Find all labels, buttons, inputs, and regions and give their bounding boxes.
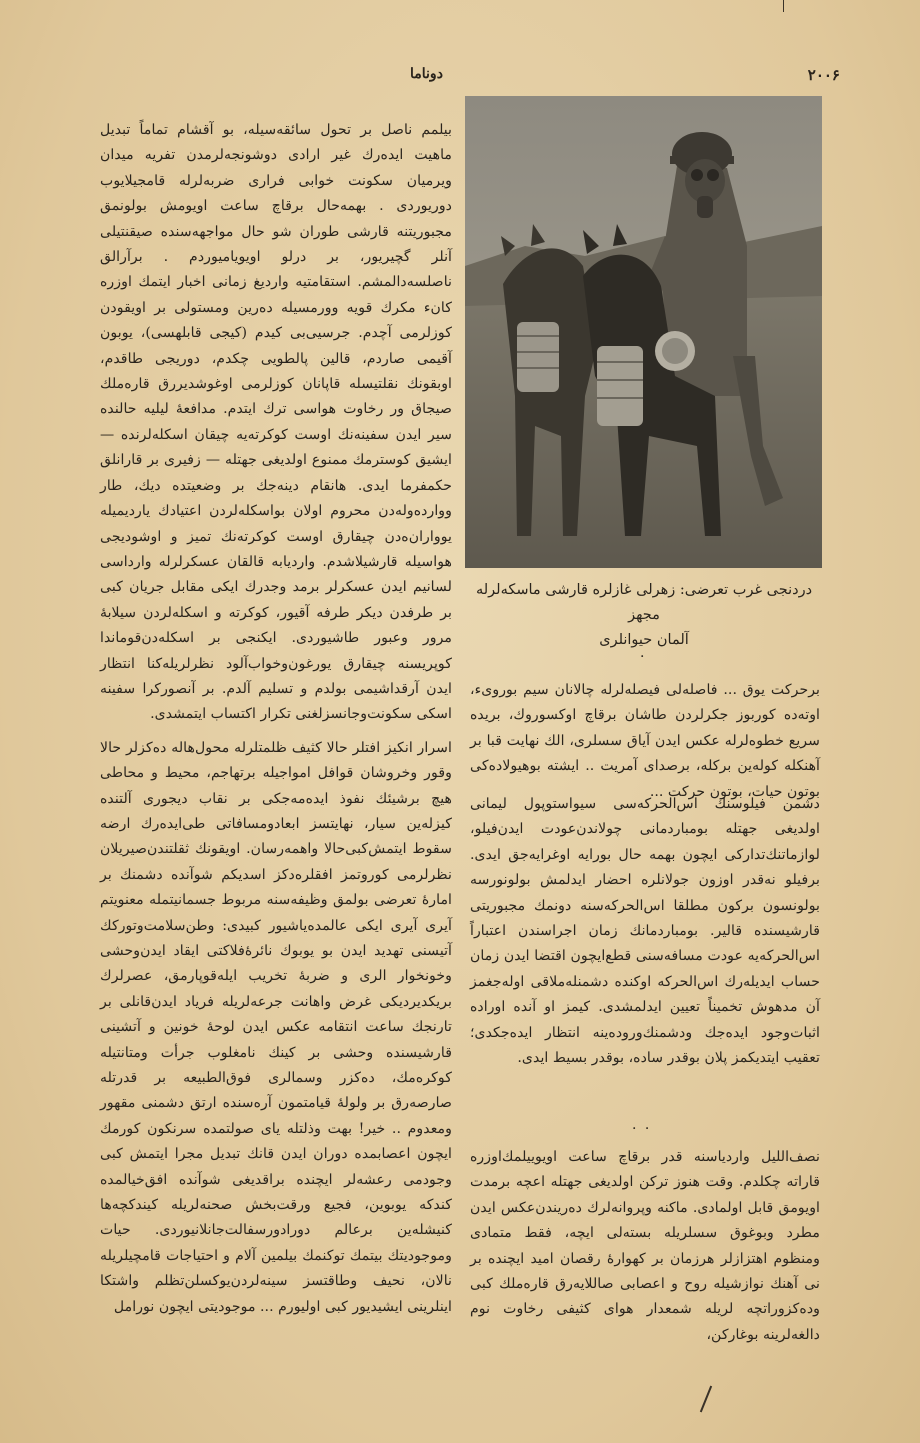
photo-caption: [468, 578, 820, 653]
page-number: ۲۰۰۶: [807, 66, 840, 84]
right-paragraph-3: نصف‌اللیل واردیاسنه قدر برقاچ ساعت اویوییلمك‌اوزره قاراته چکلدم. وقت هنوز ترکن اولدیغی جهتله اعچه برمدت اویومق قابل اولمادی. ماکنه وپروانه‌لرك دەریندن‌عکس ایدن مطرد وبوغوق سسلریله بستە‌لی ایچە، فقط متمادی ومنظوم اهتزازلر هرزمان بر کهوارهٔ رقصان امید ایچنده بر نی آهنك نوازشیله روح و اعصابی صاللایه‌رق قارەملك کبی وده‌کزوراتچه لریله شمعدار هوای کثیفی رخاوت نوم دالغه‌لرینه بوغارکن،: [470, 1149, 820, 1343]
section-separator-dots: · ·: [632, 1121, 652, 1137]
right-mule-gas-mask: [597, 346, 643, 426]
left-text-column: [100, 118, 452, 1378]
right-paragraph-2-block: [470, 792, 820, 1110]
right-paragraph-1: برحرکت یوق ... فاصله‌لی فیصله‌لرله چالانان سیم بورویء، اوته‌ده کوربوز جکرلردن طاشان برقاچ اوکسوروك، بریده سریع خطوه‌لرله عکس ایدن آیاق سسلری، الك نهایت قبا بر آهنکله کوله‌ین برکله، برصدای آمریت .. ایشته بوهیولاده‌کی بوتون حیات، بوتون حرکت ...: [470, 682, 820, 800]
gas-mask-soldier-with-mules-photo: [465, 96, 822, 568]
caption-line-1: دردنجی غرب تعرضی: زهرلی غازلره قارشی ماسکه‌لرله مجهز: [475, 582, 813, 623]
pencil-stroke-mark: [700, 1386, 712, 1413]
caption-line-2: آلمان حیوانلری: [599, 632, 689, 648]
page-header: [80, 66, 840, 96]
running-title: دوناما: [410, 66, 443, 82]
left-paragraph-2: اسرار انکیز افتلر حالا کثیف ظلمتلرله محول‌هاله دەکزلر حالا وقور وخروشان قوافل امواجیله برتهاجم، محیط و محاطی هیچ برشیئك نفوذ ایده‌مه‌جکی بر نقاب دیجوری آلتنده کیزله‌ین سیار، نهایتسز ابعادومسافاتی طی‌ایده‌رك ارضه سقوط ایتمش‌کبی‌حالا واهمه‌رسان. اویقونك ثقلتندن‌صیریلان نظرلرمی کوروتمز افقلره‌دکز اسدیکم شوآنده دشمنك بر امارهٔ تعرضی بولمق وظیفه‌سنه مربوط جسمانیتمله معنویتم آیری آیری ایکی عالمده‌یاشیور کبیدی: وطن‌سلامت‌وتورکك آتیسنی تهدید ایدن بو یوبوك نائرهٔ‌فلاکتی ایقاد ایدن‌وحشی وخونخوار الری و ضربهٔ تخریب ایله‌قوپارمق، عصرلرك بریکدیردیکی غرض واهانت جرعه‌لریله فریاد ایدن‌قانلی بر تارنجك ساعت انتقامه عکس ایدن لوحهٔ خونین و آتشینی قارشیسنده وحشی بر کینك نامغلوب جرأت ومتانتیله کوکره‌مك، دەکزر وسمالری فوق‌الطبیعه بر قدرتله صارصەرق بر ولوله‌ٔ قیامتمون آره‌سنده ارتق دشمنی مقهور ومعدوم .. خیر! بهت وذلتله یای صولتمده سرنکون کورمك ایچون اعصابمده دوران ایدن قانك تبدیل مجرا ایتمش کبی وجودمی رعشه‌لر ایچنده براقدیغی شوآنده افق‌خیالمده کندکه یوبوین، فجیع ورقت‌بخش صحنه‌لریله کیندکچه‌ها کنیشله‌ین برعالم دورادورسفالت‌جانلانیوردی. حیات وموجودیتك بیتمك توکنمك بیلمین آلام و احتیاجات قامچیلریله نالان، نحیف وطاقتسز سینه‌لردن‌یوکسلن‌تظلم واشتکا اینلرینی ایشیدیور کبی اولیورم ... موجودیتی ایچون نورامل: [100, 739, 452, 1315]
section-dot: ·: [640, 649, 645, 665]
left-mule-gas-mask: [517, 322, 559, 392]
photo-illustration: [465, 96, 822, 568]
right-paragraph-1-block: [470, 678, 820, 800]
top-edge-mark: [783, 0, 784, 12]
right-paragraph-3-block: [470, 1145, 820, 1343]
right-paragraph-2: دشمن فیلوسنك اس‌الحرکه‌سی سیواستوپول لیمانی اولدیغی جهتله بومباردمانی چولاندن‌عودت ایدن‌فیلو، لوازماتنك‌تدارکی ایچون بهمه حال بورایه اوغرایه‌جق ایدی. برفیلو نه‌قدر اوزون جولانلره احضار ایدلمش بولونورسه بولونسون برکون مطلقا اس‌الحرکه‌سنه دونمك مجبوریتی قارشیسنده قالیر. بومباردمانك زمان اجراسندن اعتباراً اس‌الحرکه‌یه عودت مسافه‌سنی قطع‌ایچون اقتضا ایدن زمان حساب ایدیله‌رك اس‌الحرکه اوکنده دشمنله‌ملاقی اوله‌جغمز آن مدهوش تخمیناً تعیین ایدلمشدی. کیمز او آنده اوراده اثبات‌وجود ایده‌جك ودشمنك‌وروده‌ینه انتظار ایده‌جکدی؛ تعقیب ایتدیکمز پلان بوقدر ساده، بوقدر بسیط ایدی.: [470, 796, 820, 1067]
left-paragraph-1: بیلمم ناصل بر تحول سائقه‌سیله، بو آقشام تماماً تبدیل ماهیت ایده‌رك غیر ارادی دوشونجه‌لرمدن تفریه میدان ویرمیان سکونت خوابی فراری ضربه‌لرله قامجیلایوب دوریوردی . بهمه‌حال برقاچ ساعت اویومش بولونمق مجبوریتنه قارشی طوران شو حال مواجهه‌سنده صیقنتیلی آنلر گچیریور، بر درلو اویویامیوردم . برآرالق ناصلسه‌دالمشم. استقامتیه واردیغ زمانی اخبار ایتمك اوزره کانء مکرك قویه وورمسیله دەرین ومستولی بر اویقودن کوزلرمی آچدم. جرسیی‌بی کیدم (کیجی قابلهسی)، یوبون آقیمی صاردم، قالین پالطویی چکدم، دوریجی طاقدم، اوبقونك نقلتیسله قاپانان کوزلرمی اوغوشدیررق قارەملك صیجاق ور رخاوت هواسی ترك ایتدم. مدافعهٔ لیلیه حالنده سیر ایدن سفینه‌نك اوست کوکرته‌یه چیقان اسکله‌لرنده — ایشیق کوسترمك ممنوع اولدیغی جهتله — زفیری بر قارانلق حکمفرما ایدی. هانقام دینه‌جك بر وضعیتده دیك، طار وواردەوله‌دن محروم اولان بواسکله‌لردن اعتیادك یاردیمیله یوواران‌ەدن چیقارق اوست کوکرته‌نك تمیز و اوشودیجی هواسیله قارشیلاشدم. واردیابه قالقان عسکرلرله وارداسی لسانیم ایدن عسکرلر برمد وجدرك ایکی مقابل جریان کبی بر طرفدن دیکر طرفه آقیور، کوکرته و اسکله‌لردن سیلابهٔ مرور وعبور طاشیوردی. ایکنجی بر اسکله‌دن‌قوماندا کوپریسنه چیقارق یورغون‌وخواب‌آلود نظرلریله‌کنا انتظار ایدن آرقداشیمی بولدم و تسلیم آلدم. بر آنصورکرا سفینه اسکی سکونت‌وجانسزلغنی تکرار اکتساب ایتمشدی.: [100, 122, 452, 723]
